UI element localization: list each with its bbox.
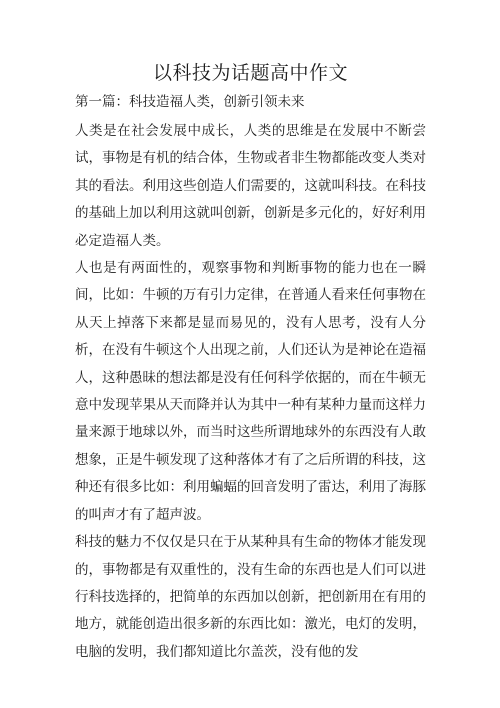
document-title: 以科技为话题高中作文: [152, 62, 348, 84]
section-heading: 第一篇：科技造福人类，创新引领未来: [75, 94, 305, 110]
paragraph-3: 科技的魅力不仅仅是只在于从某种具有生命的物体才能发现的，事物都是有双重性的，没有生命的东西也是人们可以进行科技选择的，把简单的东西加以创新，把创新用在有用的地方，就能创造出很多新的东西比如：激光，电灯的发明，电脑的发明，我们都知道比尔盖茨，没有他的发: [75, 534, 426, 660]
paragraph-2: 人也是有两面性的，观察事物和判断事物的能力也在一瞬间，比如：牛顿的万有引力定律，在普通人看来任何事物在从天上掉落下来都是显而易见的，没有人思考，没有人分析，在没有牛顿这个人出现之前，人们还认为是神论在造福人，这种愚昧的想法都是没有任何科学依据的，而在牛顿无意中发现苹果从天而降并认为其中一种有某种力量而这样力量来源于地球以外，而当时这些所谓地球外的东西没有人敢想象，正是牛顿发现了这种落体才有了之后所谓的科技，这种还有很多比如：利用蝙蝠的回音发明了雷达，利用了海豚的叫声才有了超声波。: [75, 260, 426, 523]
paragraph-1: 人类是在社会发展中成长，人类的思维是在发展中不断尝试，事物是有机的结合体，生物或者非生物都能改变人类对其的看法。利用这些创造人们需要的，这就叫科技。在科技的基础上加以利用这就叫创新，创新是多元化的，好好利用必定造福人类。: [75, 123, 426, 249]
